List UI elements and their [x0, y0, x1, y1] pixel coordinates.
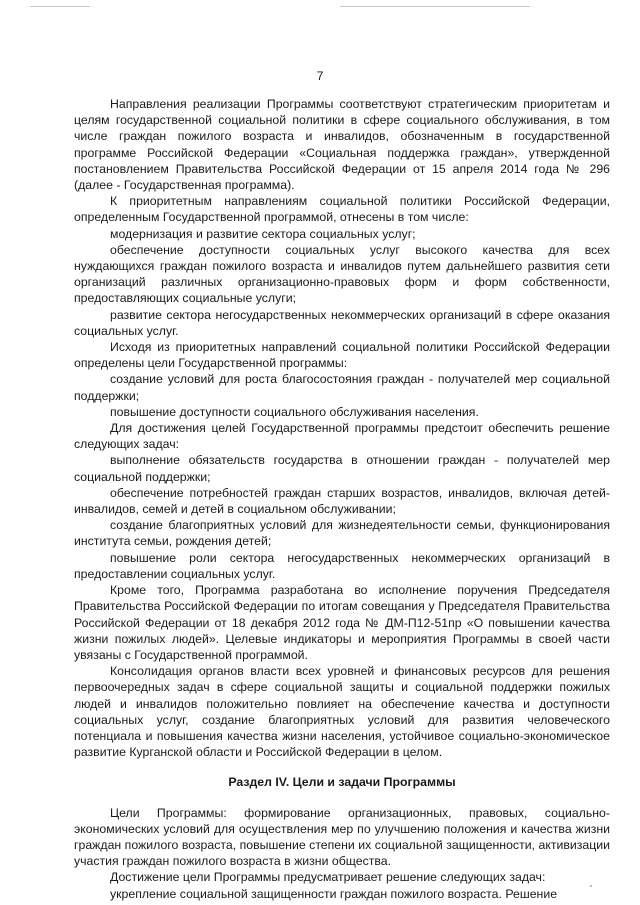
paragraph: Цели Программы: формирование организационных, правовых, социально-экономических условий для осуществления мер по улучшению положения и качества жизни граждан пожилого возраста, повышение степени их социальной защищенности, активизации участия граждан пожилого возраста в жизни общества. [74, 805, 610, 869]
paragraph: Исходя из приоритетных направлений социальной политики Российской Федерации определены цели Государственной программы: [74, 340, 610, 371]
paragraph: выполнение обязательств государства в отношении граждан - получателей мер социальной поддержки; [74, 453, 610, 484]
paragraph: укрепление социальной защищенности граждан пожилого возраста. Решение [110, 886, 558, 901]
paragraph-group-bottom [74, 805, 610, 902]
paragraph: создание условий для роста благосостояния граждан - получателей мер социальной поддержки; [74, 372, 610, 403]
section-heading: Раздел IV. Цели и задачи Программы [228, 775, 456, 790]
paragraph: повышение доступности социального обслуживания населения. [110, 404, 479, 419]
paragraph: создание благоприятных условий для жизнедеятельности семьи, функционирования института семьи, рождения детей; [74, 518, 610, 549]
paragraph-group-top [74, 96, 610, 760]
paragraph: Консолидация органов власти всех уровней и финансовых ресурсов для решения первоочередных задач в сфере социальной защиты и социальной поддержки пожилых людей и инвалидов положительно повлияет на обеспечение качества и доступности социальных услуг, создание благоприятных условий для развития человеческого потенциала и повышения качества жизни населения, устойчивое социально-экономическое развитие Курганской области и Российской Федерации в целом. [74, 664, 610, 760]
document-body [74, 96, 610, 902]
paragraph: развитие сектора негосударственных некоммерческих организаций в сфере оказания социальных услуг. [74, 307, 610, 338]
paragraph: повышение роли сектора негосударственных некоммерческих организаций в предоставлении социальных услуг. [74, 550, 610, 581]
page-number: 7 [316, 69, 324, 83]
scan-artifact-top-right [340, 6, 530, 7]
paragraph: Достижение цели Программы предусматривает решение следующих задач: [110, 870, 546, 885]
paragraph: обеспечение потребностей граждан старших возрастов, инвалидов, включая детей-инвалидов, семей и детей в социальном обслуживании; [74, 485, 610, 517]
paragraph: модернизация и развитие сектора социальных услуг; [110, 226, 416, 241]
scan-artifact-top-left [30, 6, 90, 7]
paragraph: Направления реализации Программы соответствуют стратегическим приоритетам и целям государственной социальной политики в сфере социального обслуживания, в том числе граждан пожилого возраста и инвалидов, обозначенным в государственной программе Российской Федерации «Социальная поддержка граждан», утвержденной постановлением Правительства Российской Федерации от 15 апреля 2014 года № 296 (далее - Государственная программа). [74, 97, 610, 193]
paragraph: К приоритетным направлениям социальной политики Российской Федерации, определенным Государственной программой, отнесены в том числе: [74, 194, 610, 225]
paragraph: Для достижения целей Государственной программы предстоит обеспечить решение следующих задач: [74, 421, 610, 452]
paragraph: обеспечение доступности социальных услуг высокого качества для всех нуждающихся граждан пожилого возраста и инвалидов путем дальнейшего развития сети организаций различных организационно-правовых форм и форм собственности, предоставляющих социальные услуги; [74, 242, 610, 306]
paragraph: Кроме того, Программа разработана во исполнение поручения Председателя Правительства Российской Федерации по итогам совещания у Председателя Правительства Российской Федерации от 18 декабря 2012 года № ДМ-П12-51пр «О повышении качества жизни пожилых людей». Целевые индикаторы и мероприятия Программы в своей части увязаны с Государственной программой. [74, 583, 610, 662]
